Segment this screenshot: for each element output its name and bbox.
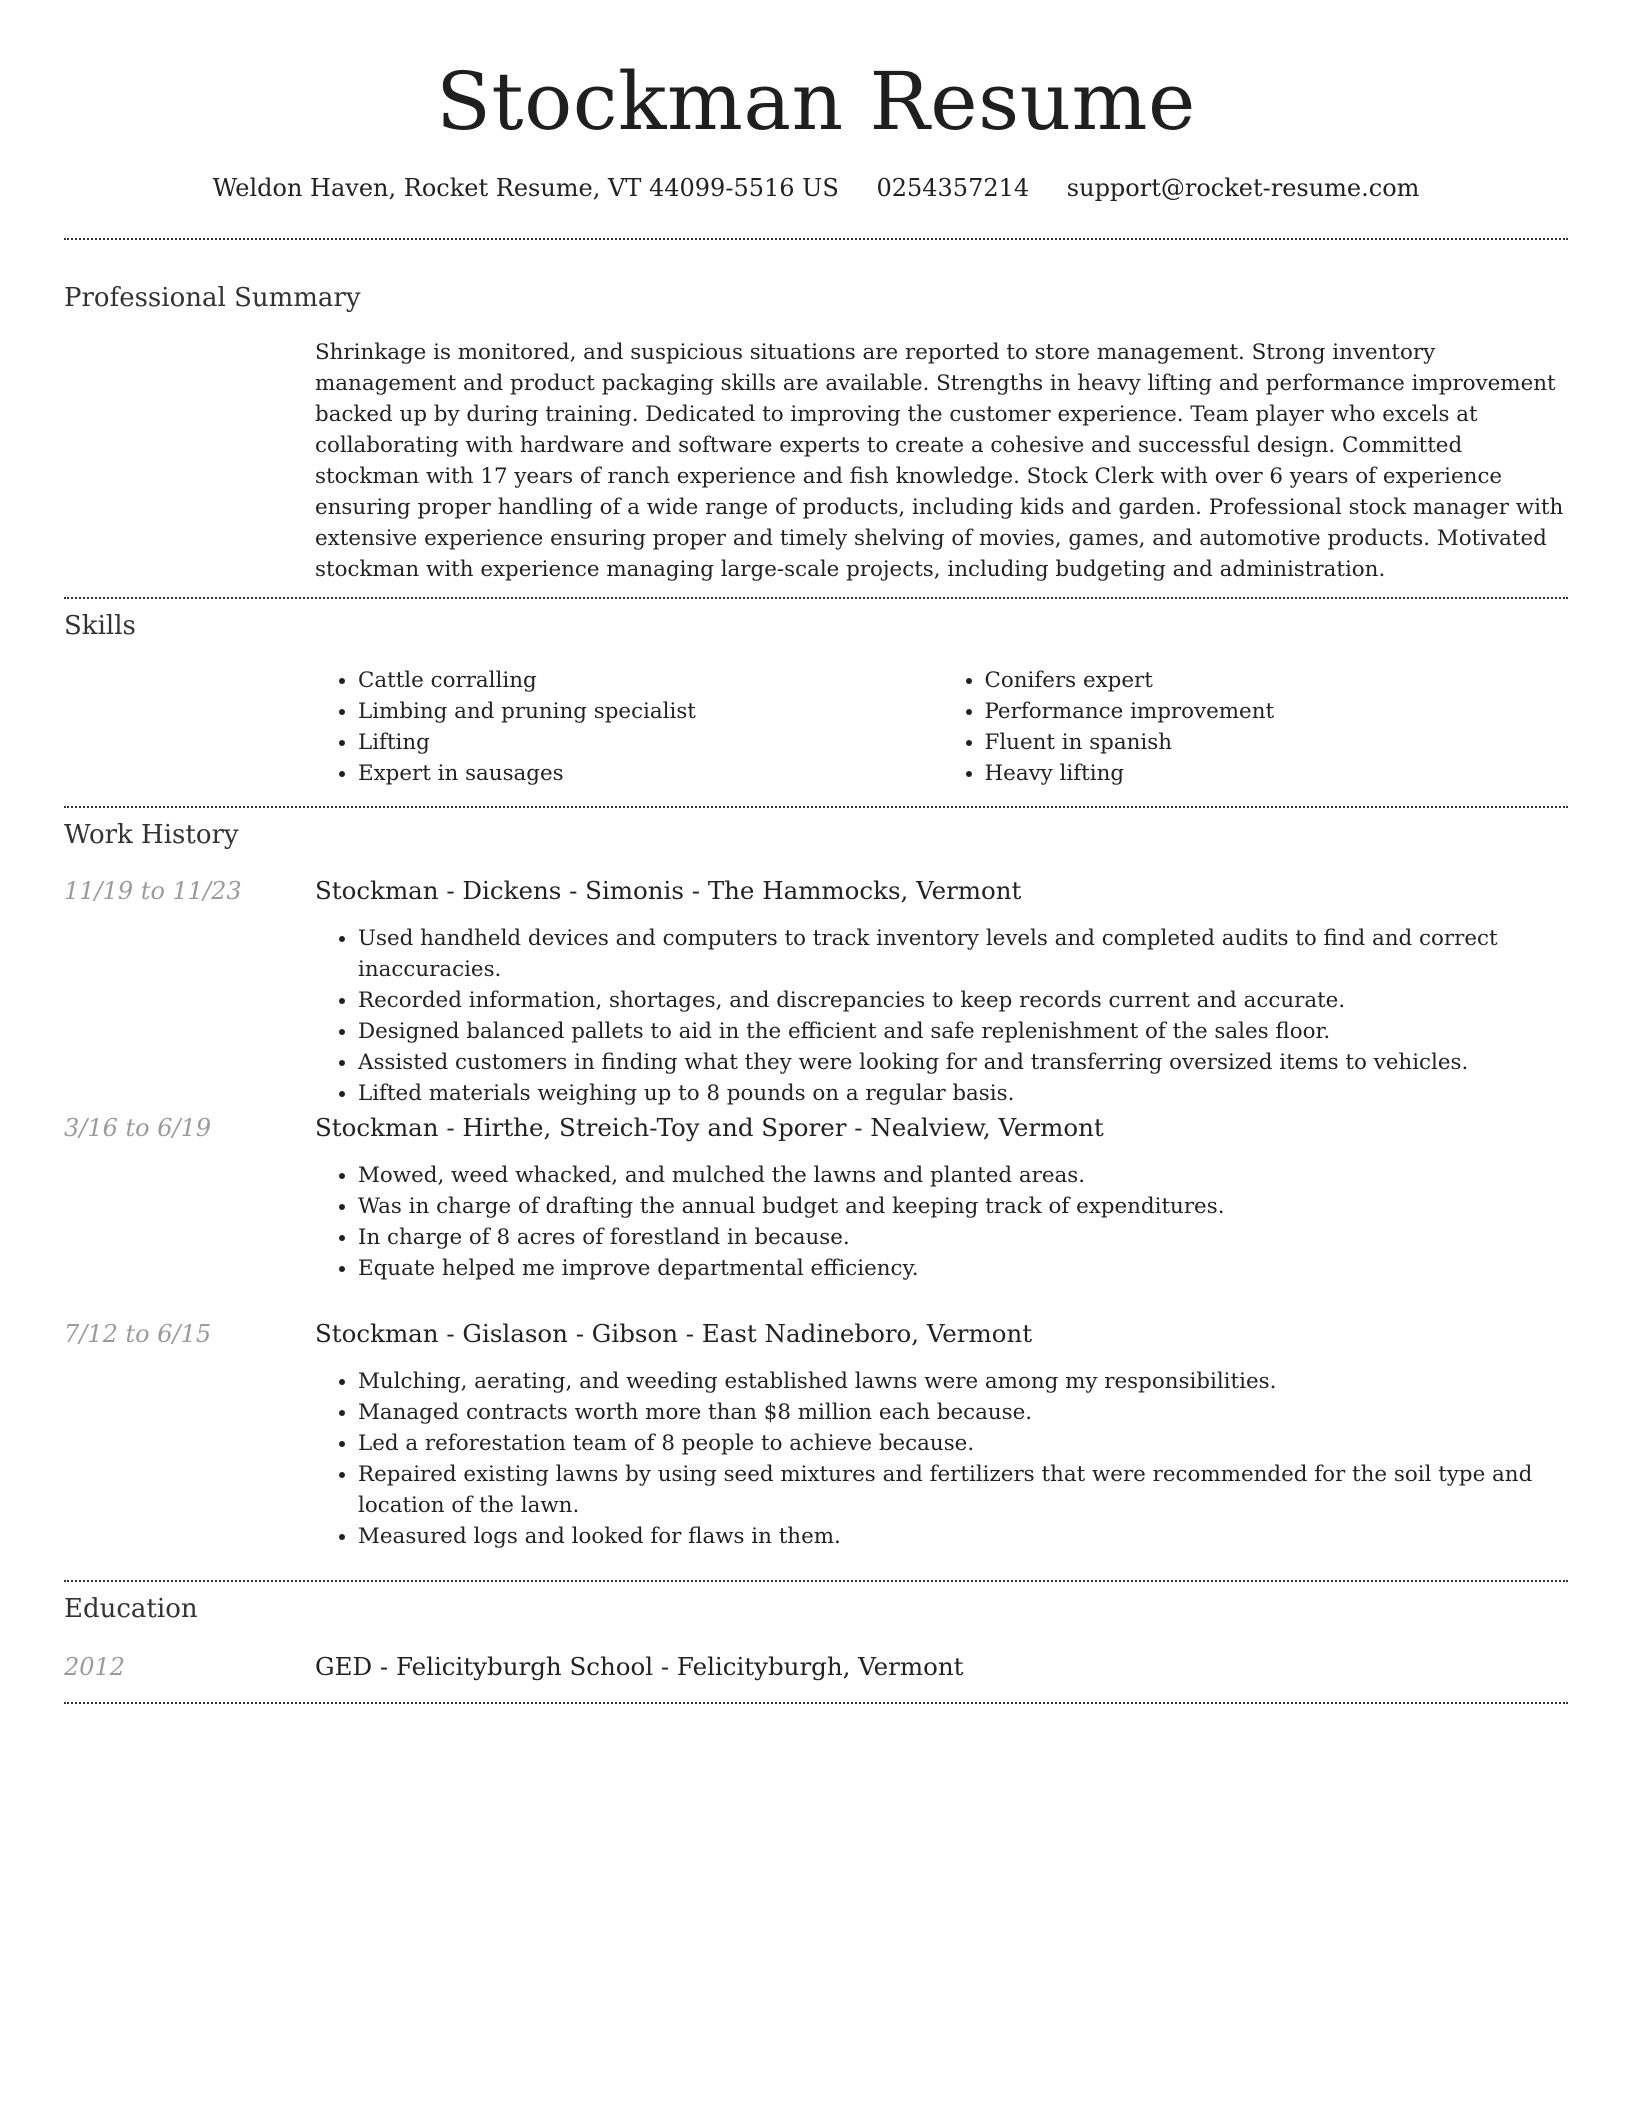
contact-address: Weldon Haven, Rocket Resume, VT 44099-5516 US (212, 174, 839, 202)
skill-item: • Cattle corralling (358, 665, 942, 696)
contact-email: support@rocket-resume.com (1066, 174, 1420, 202)
job-bullet: • Used handheld devices and computers to track inventory levels and completed audits to find and correct inaccuracies. (358, 923, 1568, 985)
job-bullet: • Measured logs and looked for flaws in them. (358, 1521, 1568, 1552)
education-title: GED - Felicityburgh School - Felicityburgh, Vermont (315, 1652, 964, 1681)
divider (64, 1580, 1568, 1582)
resume-title: Stockman Resume (436, 55, 1196, 148)
skill-item: • Performance improvement (985, 696, 1569, 727)
skill-item: • Heavy lifting (985, 758, 1569, 789)
job-bullet: • Recorded information, shortages, and discrepancies to keep records current and accurate. (358, 985, 1568, 1016)
skills-heading: Skills (64, 611, 136, 641)
skill-item: • Fluent in spanish (985, 727, 1569, 758)
skills-list (315, 665, 1568, 789)
job-bullet: • Led a reforestation team of 8 people to achieve because. (358, 1428, 1568, 1459)
skill-item: • Conifers expert (985, 665, 1569, 696)
job-bullets (315, 1160, 1568, 1284)
skill-item: • Expert in sausages (358, 758, 942, 789)
job-bullet: • Managed contracts worth more than $8 million each because. (358, 1397, 1568, 1428)
divider (64, 597, 1568, 599)
job-bullets (315, 923, 1568, 1109)
job-title: Stockman - Gislason - Gibson - East Nadineboro, Vermont (315, 1319, 1033, 1348)
skill-item: • Lifting (358, 727, 942, 758)
skills-column-1 (315, 665, 942, 789)
divider (64, 806, 1568, 808)
divider (64, 1702, 1568, 1704)
job-date: 11/19 to 11/23 (64, 877, 242, 905)
job-date: 3/16 to 6/19 (64, 1114, 212, 1142)
summary-text: Shrinkage is monitored, and suspicious situations are reported to store management. Strong inventory management and product packaging skills are available. Strengths in heavy lifting and performance improvement backed up by during training. Dedicated to improving the customer experience. Team player who excels at collaborating with hardware and software experts to create a cohesive and successful design. Committed stockman with 17 years of ranch experience and fish knowledge. Stock Clerk with over 6 years of experience ensuring proper handling of a wide range of products, including kids and garden. Professional stock manager with extensive experience ensuring proper and timely shelving of movies, games, and automotive products. Motivated stockman with experience managing large-scale projects, including budgeting and administration. (315, 340, 1564, 582)
job-bullets (315, 1366, 1568, 1552)
job-bullet: • Lifted materials weighing up to 8 pounds on a regular basis. (358, 1078, 1568, 1109)
work-heading: Work History (64, 820, 239, 850)
job-bullet: • Designed balanced pallets to aid in the efficient and safe replenishment of the sales floor. (358, 1016, 1568, 1047)
summary-heading: Professional Summary (64, 283, 361, 313)
job-bullet: • Was in charge of drafting the annual budget and keeping track of expenditures. (358, 1191, 1568, 1222)
job-bullet: • Equate helped me improve departmental efficiency. (358, 1253, 1568, 1284)
divider (64, 238, 1568, 240)
job-bullet: • Mowed, weed whacked, and mulched the lawns and planted areas. (358, 1160, 1568, 1191)
job-title: Stockman - Dickens - Simonis - The Hammocks, Vermont (315, 876, 1022, 905)
job-title: Stockman - Hirthe, Streich-Toy and Sporer - Nealview, Vermont (315, 1113, 1104, 1142)
education-date: 2012 (64, 1653, 126, 1681)
job-bullet: • Assisted customers in finding what they were looking for and transferring oversized items to vehicles. (358, 1047, 1568, 1078)
job-date: 7/12 to 6/15 (64, 1320, 212, 1348)
skill-item: • Limbing and pruning specialist (358, 696, 942, 727)
skills-column-2 (942, 665, 1569, 789)
job-bullet: • Mulching, aerating, and weeding established lawns were among my responsibilities. (358, 1366, 1568, 1397)
job-bullet: • In charge of 8 acres of forestland in because. (358, 1222, 1568, 1253)
contact-line (64, 170, 1568, 206)
job-bullet: • Repaired existing lawns by using seed mixtures and fertilizers that were recommended for the soil type and location of the lawn. (358, 1459, 1568, 1521)
education-heading: Education (64, 1594, 198, 1624)
contact-phone: 0254357214 (876, 174, 1030, 202)
